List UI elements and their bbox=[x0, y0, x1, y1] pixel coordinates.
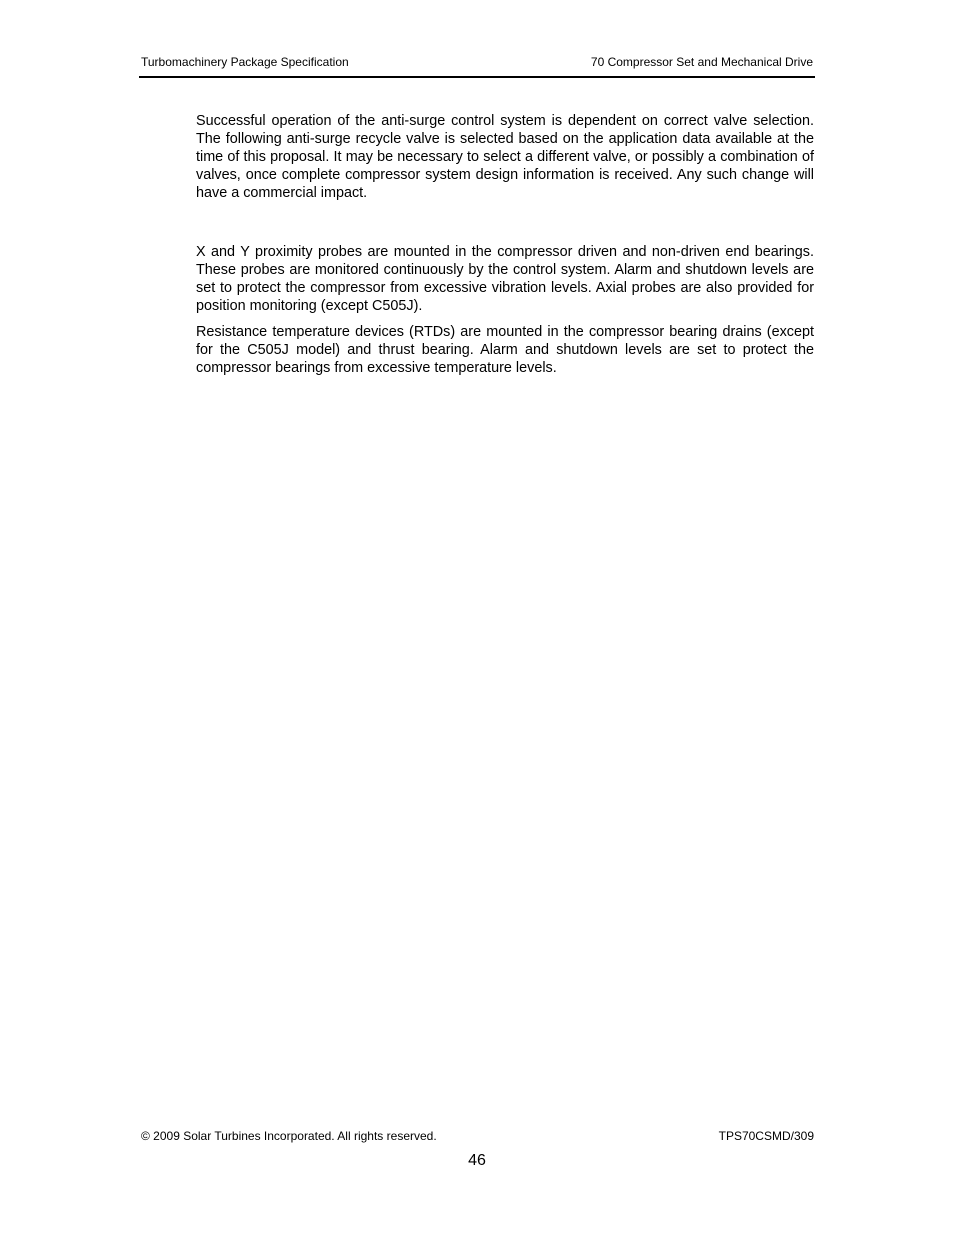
footer-document-id: TPS70CSMD/309 bbox=[718, 1129, 814, 1143]
footer-copyright: © 2009 Solar Turbines Incorporated. All rights reserved. bbox=[141, 1129, 437, 1143]
page-number: 46 bbox=[468, 1152, 486, 1169]
header-document-title: Turbomachinery Package Specification bbox=[141, 55, 349, 69]
page-header bbox=[139, 55, 815, 78]
header-section-title: 70 Compressor Set and Mechanical Drive bbox=[590, 55, 813, 69]
paragraph-proximity-probes: X and Y proximity probes are mounted in the compressor driven and non-driven end bearings. These probes are monitored continuously by the control system. Alarm and shutdown levels are set to protect the compressor from excessive vibration levels. Axial probes are also provided for position monitoring (except C505J). bbox=[196, 244, 814, 314]
paragraph-anti-surge-valve: Successful operation of the anti-surge control system is dependent on correct valve selection. The following anti-surge recycle valve is selected based on the application data available at the time of this proposal. It may be necessary to select a different valve, or possibly a combination of valves, once complete compressor system design information is received. Any such change will have a commercial impact. bbox=[196, 113, 814, 201]
paragraph-rtds: Resistance temperature devices (RTDs) are mounted in the compressor bearing drains (except for the C505J model) and thrust bearing. Alarm and shutdown levels are set to protect the compressor bearings from excessive temperature levels. bbox=[196, 324, 814, 376]
